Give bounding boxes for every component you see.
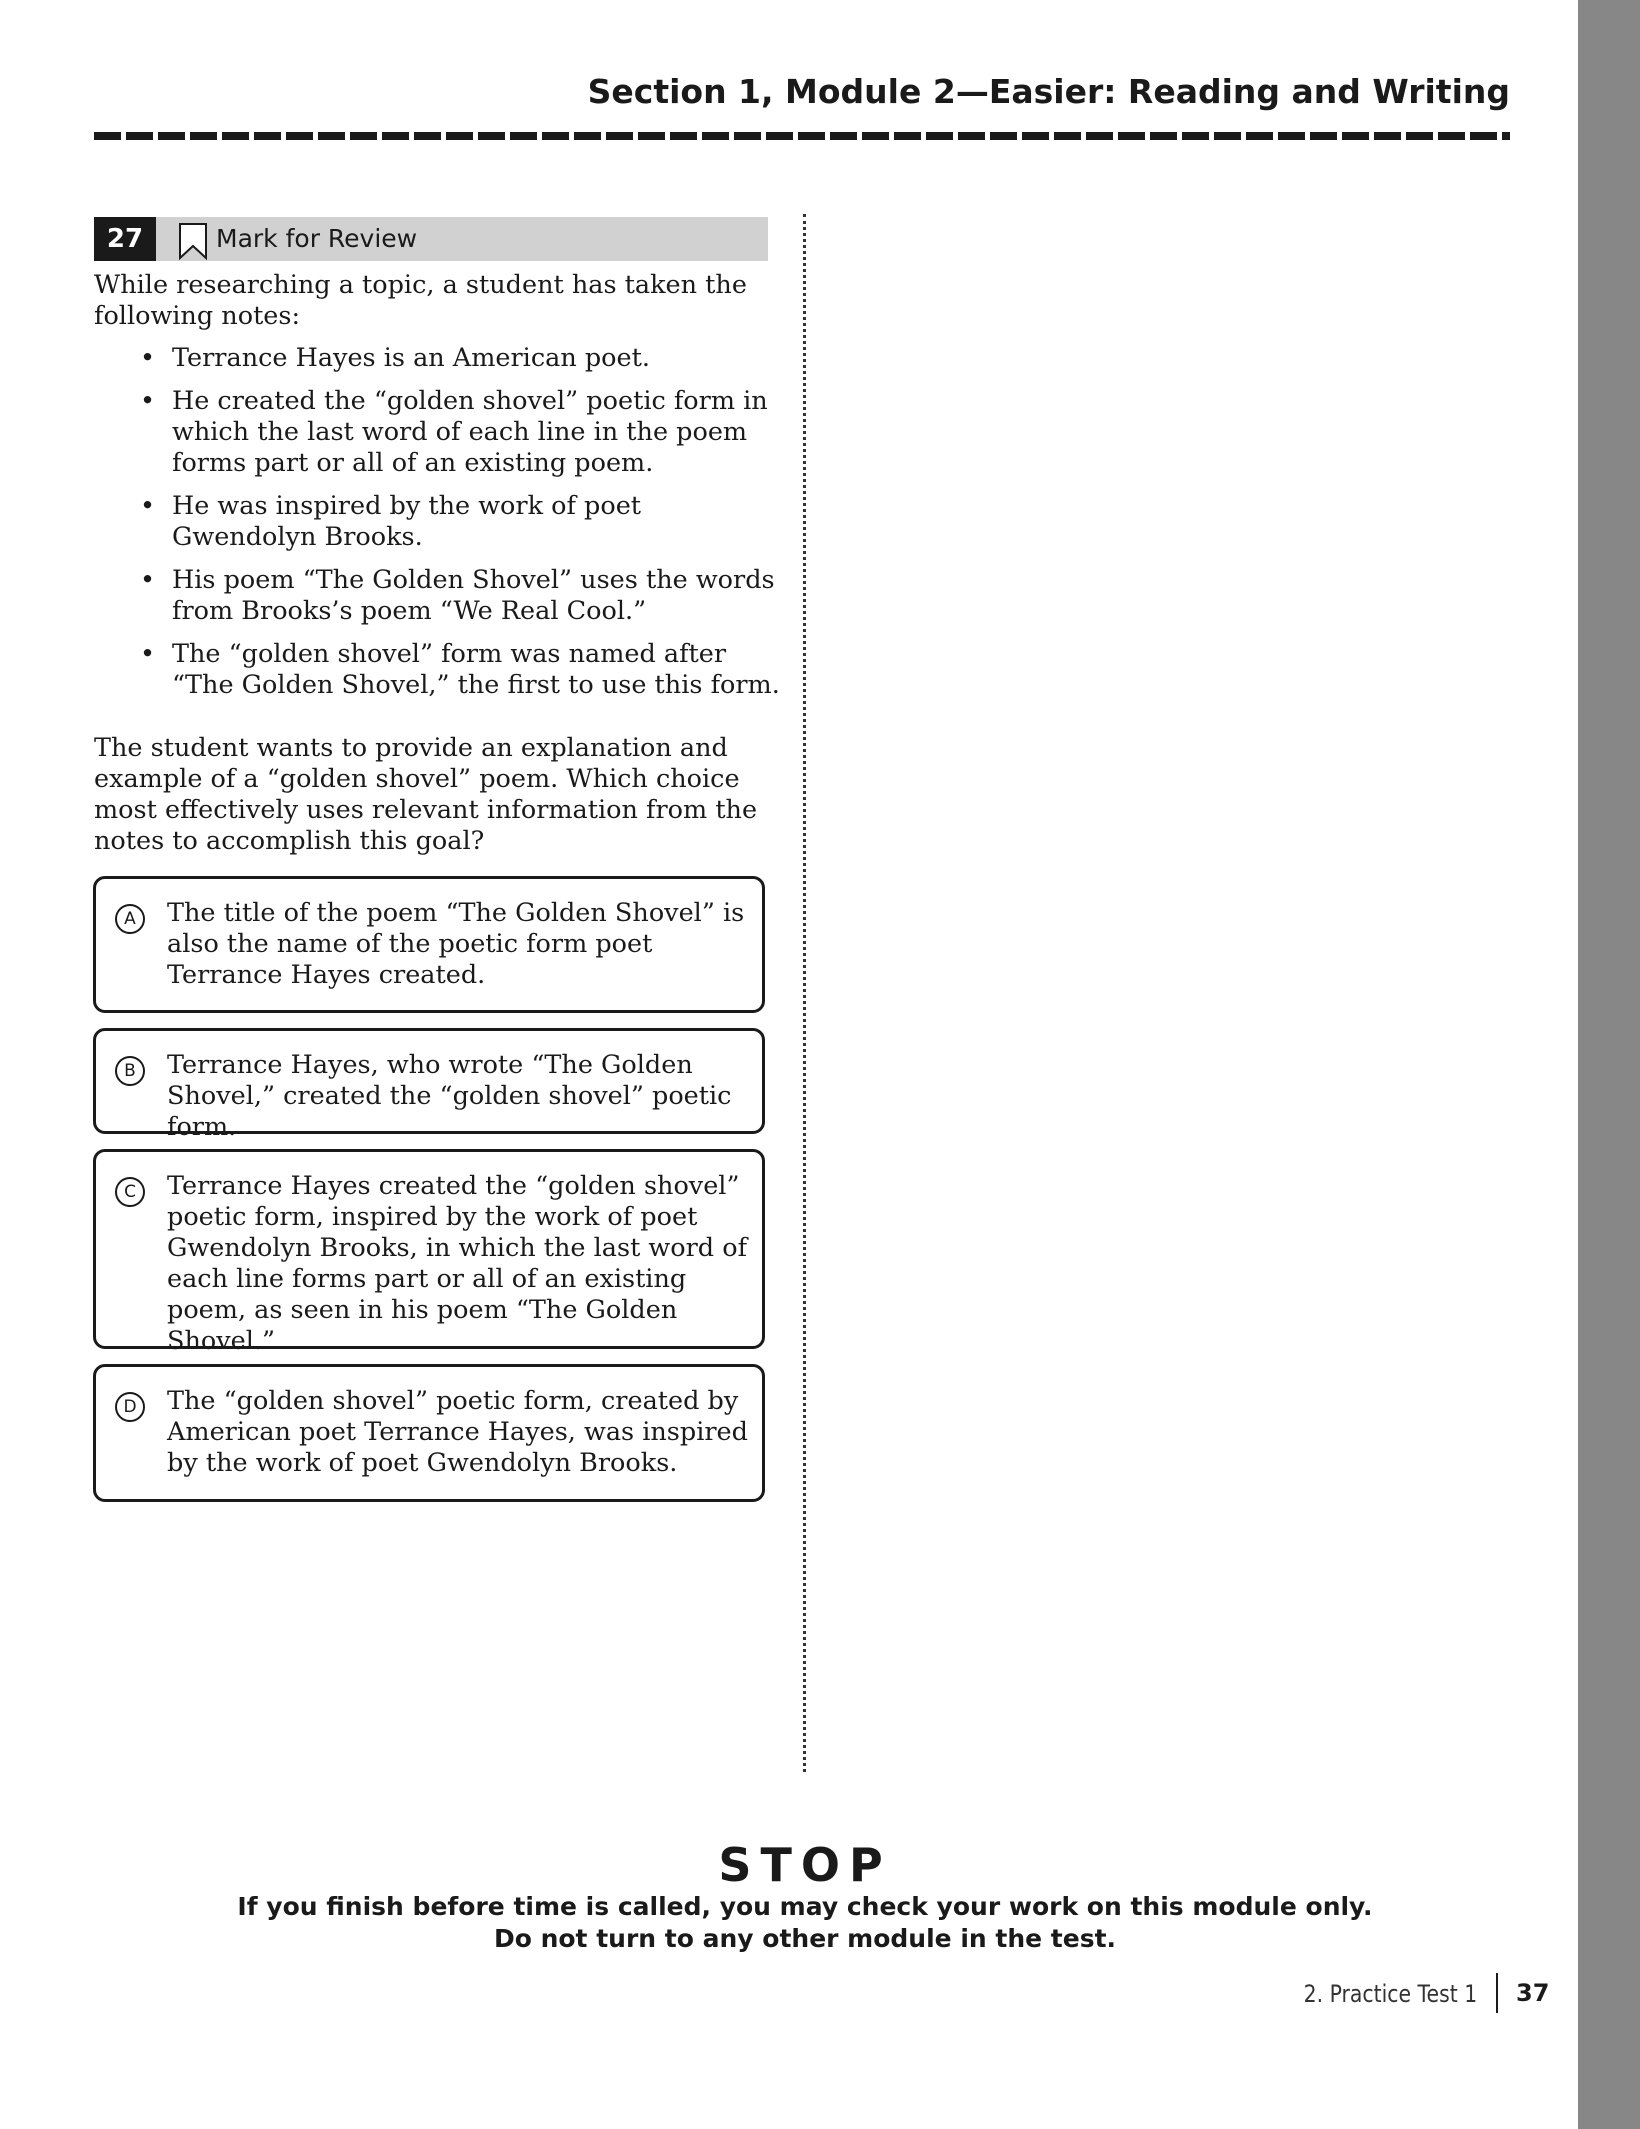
- question-prompt: The student wants to provide an explanation and example of a “golden shovel” poem. Which choice most effectively uses relevant information from the notes to accomplish this goal?: [94, 733, 758, 856]
- choice-text-a: The title of the poem “The Golden Shovel” is also the name of the poetic form poet Terrance Hayes created.: [167, 898, 745, 990]
- stop-instruction-2: Do not turn to any other module in the test.: [493, 1924, 1117, 1953]
- mark-for-review-label: Mark for Review: [216, 224, 418, 253]
- bookmark-icon[interactable]: [178, 222, 208, 260]
- stop-instruction-1: If you finish before time is called, you may check your work on this module only.: [237, 1892, 1373, 1921]
- answer-choice-c[interactable]: [93, 1149, 765, 1356]
- choice-text-d: The “golden shovel” poetic form, created by American poet Terrance Hayes, was inspired by the work of poet Gwendolyn Brooks.: [167, 1386, 748, 1478]
- section-title: Section 1, Module 2—Easier: Reading and Writing: [587, 72, 1510, 111]
- page-edge-bar: [1578, 0, 1640, 2129]
- note-item: • The “golden shovel” form was named after “The Golden Shovel,” the first to use this form.: [140, 639, 780, 701]
- note-item: • His poem “The Golden Shovel” uses the words from Brooks’s poem “We Real Cool.”: [140, 565, 780, 627]
- dashed-rule: [94, 132, 1510, 140]
- mark-for-review-bar[interactable]: [156, 217, 768, 261]
- footer-divider: [1496, 1973, 1498, 2013]
- choice-text-b: Terrance Hayes, who wrote “The Golden Shovel,” created the “golden shovel” poetic form.: [167, 1050, 732, 1142]
- choice-letter-c: C: [115, 1177, 145, 1207]
- note-item: • Terrance Hayes is an American poet.: [140, 343, 780, 374]
- question-header: [94, 217, 768, 261]
- choice-letter-a: A: [115, 904, 145, 934]
- choice-letter-b: B: [115, 1056, 145, 1086]
- column-divider: [803, 214, 806, 1772]
- choice-letter-d: D: [115, 1392, 145, 1422]
- footer-chapter-label: 2. Practice Test 1: [1303, 1980, 1477, 2008]
- choice-text-c: Terrance Hayes created the “golden shovel” poetic form, inspired by the work of poet Gwendolyn Brooks, in which the last word of each line forms part or all of an existing poem, as seen in his poem “The Golden Shovel.”: [167, 1171, 748, 1356]
- notes-list: [140, 343, 780, 713]
- question-number: 27: [94, 217, 156, 261]
- stop-heading: STOP: [718, 1838, 892, 1892]
- answer-choice-a[interactable]: [93, 876, 765, 1013]
- answer-choice-d[interactable]: [93, 1364, 765, 1502]
- note-item: • He created the “golden shovel” poetic form in which the last word of each line in the poem forms part or all of an existing poem.: [140, 386, 780, 479]
- page-number: 37: [1516, 1979, 1550, 2007]
- answer-choice-b[interactable]: [93, 1028, 765, 1142]
- note-item: • He was inspired by the work of poet Gwendolyn Brooks.: [140, 491, 780, 553]
- question-stem: While researching a topic, a student has taken the following notes:: [94, 270, 747, 331]
